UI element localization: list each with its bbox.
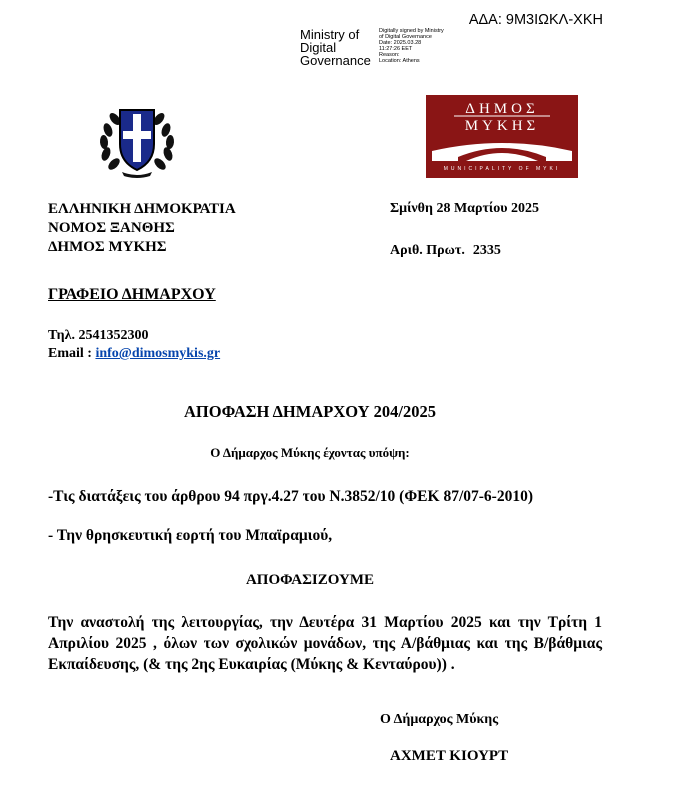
issuer-header: [48, 200, 236, 257]
signature-detail-line: Location: Athens: [379, 58, 420, 64]
office-title: ΓΡΑΦΕΙΟ ΔΗΜΑΡΧΟΥ: [48, 286, 216, 303]
email-link[interactable]: info@dimosmykis.gr: [95, 346, 221, 361]
decision-intro: Ο Δήμαρχος Μύκης έχοντας υπόψη:: [210, 445, 410, 460]
logo-name-line2: ΜΥΚΗΣ: [464, 118, 540, 134]
decision-body: Την αναστολή της λειτουργίας, την Δευτέρα 31 Μαρτίου 2025 και την Τρίτη 1 Απριλίου 2025 , όλων των σχολικών μονάδων, της Α/βάθμιας και της Β/βάθμιας Εκπαίδευσης, (& της 2ης Ευκαιρίας (Μύκης & Κενταύρου)) .: [48, 614, 602, 673]
issuer-line: ΔΗΜΟΣ ΜΥΚΗΣ: [48, 239, 167, 255]
signature-organization: [300, 28, 371, 67]
signature-detail-line: Digitally signed by Ministry: [379, 28, 444, 34]
signature-detail-line: Date: 2025.03.28: [379, 40, 422, 46]
protocol-value: 2335: [472, 243, 501, 258]
protocol-label: Αριθ. Πρωτ.: [390, 243, 465, 258]
issuer-line: ΝΟΜΟΣ ΞΑΝΘΗΣ: [48, 220, 175, 236]
signatory-role: Ο Δήμαρχος Μύκης: [380, 712, 499, 727]
email-label: Email :: [48, 346, 92, 361]
consideration-item: -Τις διατάξεις του άρθρου 94 πργ.4.27 του Ν.3852/10 (ΦΕΚ 87/07-6-2010): [48, 488, 533, 505]
municipality-logo: [426, 95, 578, 178]
signatory-name: ΑΧΜΕΤ ΚΙΟΥΡΤ: [390, 748, 509, 764]
document-date: Σμίνθη 28 Μαρτίου 2025: [390, 201, 540, 216]
signature-detail-line: Reason:: [379, 52, 400, 58]
signature-details: [379, 28, 444, 64]
decision-title: ΑΠΟΦΑΣΗ ΔΗΜΑΡΧΟΥ 204/2025: [183, 402, 437, 421]
signature-detail-line: of Digital Governance: [379, 34, 432, 40]
consideration-item: - Την θρησκευτική εορτή του Μπαϊραμιού,: [48, 527, 333, 544]
decide-heading: ΑΠΟΦΑΣΙΖΟΥΜΕ: [245, 572, 375, 588]
logo-name-line1: ΔΗΜΟΣ: [465, 101, 539, 117]
coat-of-arms-icon: [96, 100, 178, 178]
telephone: Τηλ. 2541352300: [48, 328, 149, 343]
protocol-number: [390, 243, 501, 259]
signature-org-line: Governance: [300, 53, 371, 68]
signature-org-line: Digital: [300, 40, 337, 55]
issuer-line: ΕΛΛΗΝΙΚΗ ΔΗΜΟΚΡΑΤΙΑ: [48, 201, 236, 217]
signature-detail-line: 11:27:26 EET: [379, 46, 413, 52]
signature-org-line: Ministry of: [300, 27, 360, 42]
logo-subtitle: MUNICIPALITY OF MYKI: [443, 166, 561, 172]
ada-code: ΑΔΑ: 9Μ3ΙΩΚΛ-ΧΚΗ: [468, 12, 603, 28]
email-line: [48, 346, 220, 362]
